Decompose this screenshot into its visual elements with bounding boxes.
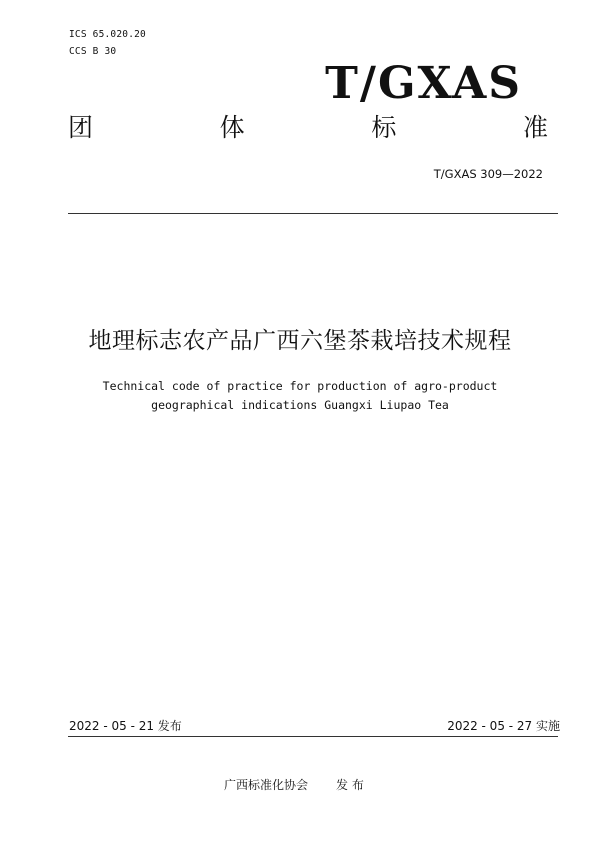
standard-logo: T/GXAS xyxy=(325,58,522,109)
publisher-action: 发 布 xyxy=(336,778,364,792)
ccs-code: CCS B 30 xyxy=(69,46,117,57)
title-chinese: 地理标志农产品广西六堡茶栽培技术规程 xyxy=(88,328,512,354)
bottom-divider xyxy=(68,736,558,737)
standard-type-char: 体 xyxy=(219,113,245,142)
title-english-line-1: Technical code of practice for production of agro-product xyxy=(102,379,498,393)
implementation-date: 2022 - 05 - 27 实施 xyxy=(447,719,560,733)
publisher-org: 广西标准化协会 xyxy=(224,778,309,792)
standard-type-char: 团 xyxy=(68,113,94,142)
title-english-line-2: geographical indications Guangxi Liupao Tea xyxy=(151,398,449,412)
top-divider xyxy=(68,213,558,214)
publisher xyxy=(224,776,364,793)
issue-date: 2022 - 05 - 21 发布 xyxy=(69,719,182,733)
standard-type-char: 准 xyxy=(522,113,548,142)
standard-type xyxy=(68,115,548,140)
ics-code: ICS 65.020.20 xyxy=(69,29,146,40)
standard-type-char: 标 xyxy=(371,113,397,142)
standard-number: T/GXAS 309—2022 xyxy=(433,167,543,181)
